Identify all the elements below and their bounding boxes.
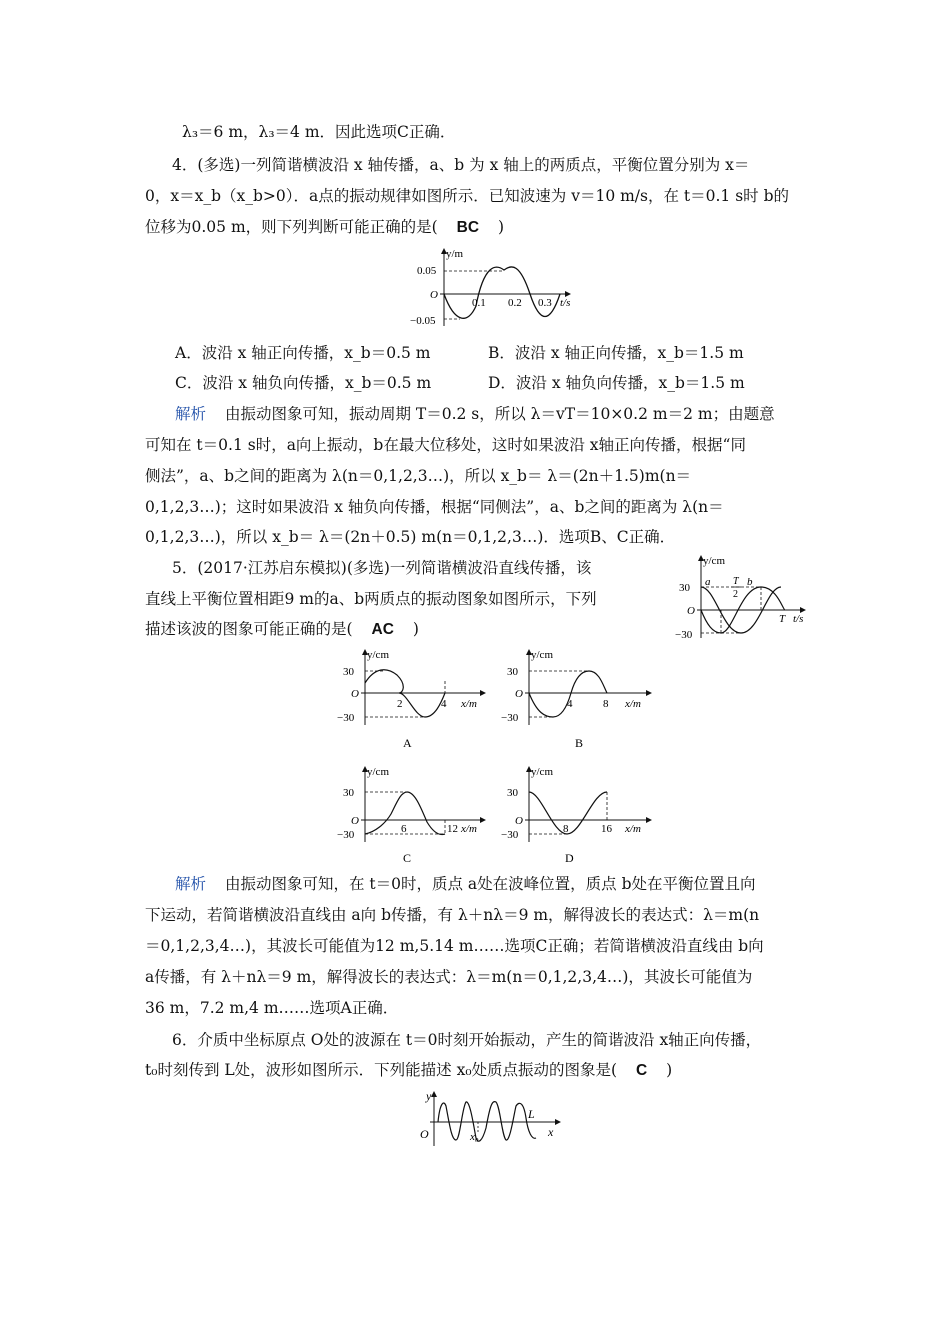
q4-ylabel: y/m	[446, 248, 464, 260]
q5-analysis-text-1: 由振动图象可知，在 t＝0时，质点 a处在波峰位置，质点 b处在平衡位置且向	[224, 875, 756, 893]
q5-ymax: 30	[679, 582, 690, 594]
q6-x0: x₀	[470, 1131, 479, 1143]
opt-d-ylabel: y/cm	[531, 766, 553, 778]
opt-d-ymin: −30	[501, 829, 519, 841]
q4-ymin: −0.05	[410, 315, 436, 327]
opt-c-origin: O	[351, 815, 359, 827]
q5-tick-T: T	[779, 613, 786, 625]
q4-ymax: 0.05	[417, 265, 437, 277]
opt-d-tick-1: 8	[563, 823, 569, 835]
q5-ylabel: y/cm	[703, 555, 725, 567]
q4-tick-3: 0.3	[538, 297, 552, 309]
q5-label-b: b	[747, 576, 753, 588]
q5-label-a: a	[705, 576, 711, 588]
q6-stem-end: t₀时刻传到 L处，波形如图所示．下列能描述 x₀处质点振动的图象是(	[145, 1061, 618, 1079]
q5-vibration-graph	[675, 550, 815, 645]
q4-analysis-text-1: 由振动图象可知，振动周期 T＝0.2 s，所以 λ＝vT＝10×0.2 m＝2 m；由题意	[224, 405, 775, 423]
q5-analysis-line-3: ＝0,1,2,3,4…)，其波长可能值为12 m,5.14 m……选项C正确；若简谐横波沿直线由 b向	[145, 937, 764, 955]
q4-line-3	[145, 217, 504, 238]
opt-a-xlabel: x/m	[461, 698, 477, 710]
q4-option-d: D．波沿 x 轴负向传播，x_b＝1.5 m	[488, 374, 745, 392]
q5-option-a-graph	[335, 645, 490, 750]
opt-c-tick-1: 6	[401, 823, 407, 835]
q4-line-2: 0，x＝x_b（x_b>0）．a点的振动规律如图所示．已知波速为 v＝10 m/s，在 t＝0.1 s时 b的	[145, 187, 790, 205]
q4-option-c: C．波沿 x 轴负向传播，x_b＝0.5 m	[175, 374, 432, 392]
q4-analysis-line-2: 可知在 t＝0.1 s时，a向上振动，b在最大位移处，这时如果波沿 x轴正向传播，根据“同	[145, 436, 746, 454]
opt-b-ymax: 30	[507, 666, 518, 678]
q5-option-c-graph	[335, 762, 490, 867]
q5-analysis-line-2: 下运动，若简谐横波沿直线由 a向 b传播，有 λ＋nλ＝9 m，解得波长的表达式：λ＝m(n	[145, 906, 760, 924]
opt-b-origin: O	[515, 688, 523, 700]
q6-line-1: 6．介质中坐标原点 O处的波源在 t＝0时刻开始振动，产生的简谐波沿 x轴正向传播，	[172, 1031, 762, 1049]
q5-option-b-graph	[503, 645, 658, 750]
opt-d-xlabel: x/m	[625, 823, 641, 835]
q6-origin: O	[420, 1127, 429, 1141]
q4-option-b: B．波沿 x 轴正向传播，x_b＝1.5 m	[488, 344, 744, 362]
q4-stem-end: 位移为0.05 m，则下列判断可能正确的是(	[145, 218, 438, 236]
q5-paren-close: )	[412, 620, 419, 638]
q5-half-top: T	[733, 576, 739, 587]
q6-L: L	[528, 1107, 535, 1121]
q4-analysis-line-4: 0,1,2,3…)；这时如果波沿 x 轴负向传播，根据“同侧法”，a、b之间的距离为 λ(n＝	[145, 498, 724, 516]
opt-a-ylabel: y/cm	[367, 649, 389, 661]
opt-b-ylabel: y/cm	[531, 649, 553, 661]
q5-analysis-line-1	[175, 874, 756, 894]
q5-answer: AC	[371, 621, 394, 638]
q4-tick-1: 0.1	[472, 297, 486, 309]
q4-analysis-label: 解析	[175, 405, 207, 423]
opt-c-ymin: −30	[337, 829, 355, 841]
q5-origin: O	[687, 605, 695, 617]
q5-line-1: 5．(2017·江苏启东模拟)(多选)一列简谐横波沿直线传播，该	[172, 559, 592, 577]
q4-analysis-line-5: 0,1,2,3…)，所以 x_b＝ λ＝(2n＋0.5) m(n＝0,1,2,3…)．选项B、C正确．	[145, 528, 676, 546]
opt-b-ymin: −30	[501, 712, 519, 724]
q5-analysis-label: 解析	[175, 875, 207, 893]
q4-tick-2: 0.2	[508, 297, 522, 309]
q5-analysis-line-5: 36 m，7.2 m,4 m……选项A正确．	[145, 999, 399, 1017]
opt-a-caption: A	[403, 736, 412, 750]
q6-ylabel: y	[426, 1089, 432, 1103]
q5-half-bottom: 2	[733, 589, 738, 600]
q5-xlabel: t/s	[793, 613, 804, 625]
opt-c-ymax: 30	[343, 787, 354, 799]
q5-analysis-line-4: a传播，有 λ＋nλ＝9 m，解得波长的表达式：λ＝m(n＝0,1,2,3,4…)，其波长可能值为	[145, 968, 753, 986]
q4-option-a: A．波沿 x 轴正向传播，x_b＝0.5 m	[175, 344, 431, 362]
opt-d-ymax: 30	[507, 787, 518, 799]
opt-b-xlabel: x/m	[625, 698, 641, 710]
opt-b-tick-2: 8	[603, 698, 609, 710]
q4-analysis-line-3: 侧法”，a、b之间的距离为 λ(n＝0,1,2,3…)，所以 x_b＝ λ＝(2n＋1.5)m(n＝	[145, 467, 692, 485]
opt-a-ymax: 30	[343, 666, 354, 678]
q6-waveform-graph	[418, 1088, 568, 1150]
q6-line-2	[145, 1060, 672, 1081]
q4-xlabel: t/s	[560, 297, 571, 309]
opt-a-tick-2: 4	[441, 698, 447, 710]
q5-line-2: 直线上平衡位置相距9 m的a、b两质点的振动图象如图所示，下列	[145, 590, 597, 608]
opt-a-tick-1: 2	[397, 698, 403, 710]
opt-a-ymin: −30	[337, 712, 355, 724]
opt-d-tick-2: 16	[601, 823, 612, 835]
q4-analysis-line-1	[175, 404, 775, 424]
opt-d-origin: O	[515, 815, 523, 827]
q5-stem-end: 描述该波的图象可能正确的是(	[145, 620, 353, 638]
q6-xlabel: x	[548, 1125, 554, 1139]
q6-paren-close: )	[666, 1061, 673, 1079]
opt-a-origin: O	[351, 688, 359, 700]
q6-answer: C	[636, 1062, 648, 1079]
opt-b-caption: B	[575, 736, 584, 750]
opt-c-ylabel: y/cm	[367, 766, 389, 778]
q4-answer: BC	[456, 219, 480, 236]
q4-line-1: 4．(多选)一列简谐横波沿 x 轴传播，a、b 为 x 轴上的两质点，平衡位置分别为 x＝	[172, 156, 750, 174]
q5-option-d-graph	[503, 762, 658, 867]
opt-c-xlabel: x/m	[461, 823, 477, 835]
q5-line-3	[145, 619, 419, 640]
text-line-1: λ₃＝6 m，λ₃＝4 m．因此选项C正确．	[182, 123, 456, 141]
opt-c-tick-2: 12	[447, 823, 458, 835]
opt-d-caption: D	[565, 851, 574, 865]
q4-vibration-graph	[400, 244, 590, 334]
opt-c-caption: C	[403, 851, 412, 865]
q4-paren-close: )	[497, 218, 505, 236]
q4-origin: O	[430, 289, 438, 301]
q5-ymin: −30	[675, 629, 693, 641]
opt-b-tick-1: 4	[567, 698, 573, 710]
